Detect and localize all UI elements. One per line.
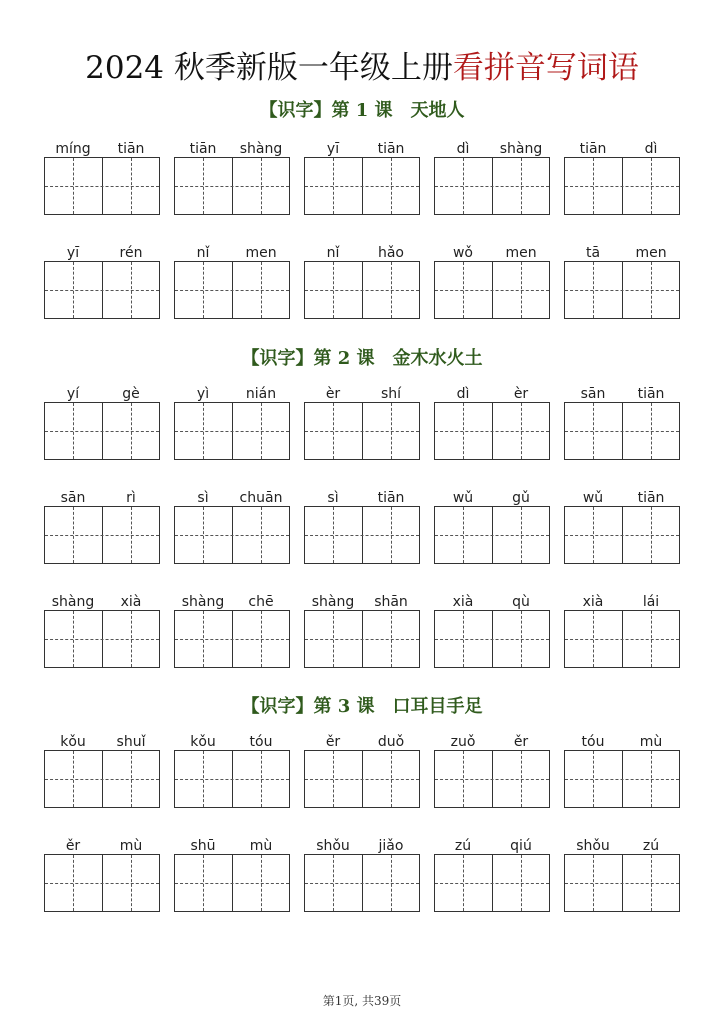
pinyin-label: dì — [456, 141, 470, 157]
word-item — [174, 489, 290, 507]
word-item — [304, 837, 420, 855]
pinyin-label: shū — [190, 838, 216, 854]
guide-line — [73, 507, 74, 563]
word-item — [304, 593, 420, 611]
word-item — [434, 837, 550, 855]
pinyin-label: jiǎo — [378, 838, 404, 854]
guide-line — [463, 751, 464, 807]
word-item — [174, 385, 290, 403]
guide-line — [305, 535, 419, 536]
guide-line — [593, 611, 594, 667]
pinyin-label: xià — [582, 594, 604, 610]
pinyin-pair — [44, 489, 160, 507]
guide-line — [131, 611, 132, 667]
guide-line — [565, 535, 679, 536]
guide-line — [261, 611, 262, 667]
pinyin-label: men — [635, 245, 667, 261]
pinyin-label: tiān — [117, 141, 145, 157]
guide-line — [73, 855, 74, 911]
pinyin-pair — [44, 593, 160, 611]
title-black: 2024 秋季新版一年级上册 — [85, 50, 453, 86]
guide-line — [593, 855, 594, 911]
tianzige-writing-box[interactable] — [304, 750, 420, 808]
pinyin-pair — [304, 489, 420, 507]
word-item — [44, 244, 160, 262]
guide-line — [305, 779, 419, 780]
word-row — [44, 140, 684, 220]
guide-line — [175, 535, 289, 536]
pinyin-pair — [434, 837, 550, 855]
guide-line — [261, 855, 262, 911]
guide-line — [333, 262, 334, 318]
guide-line — [261, 262, 262, 318]
pinyin-label: shǒu — [576, 838, 610, 854]
pinyin-pair — [564, 593, 680, 611]
pinyin-pair — [174, 244, 290, 262]
pinyin-label: èr — [325, 386, 341, 402]
word-item — [174, 733, 290, 751]
title-red: 看拼音写词语 — [452, 50, 639, 86]
tianzige-writing-box[interactable] — [434, 750, 550, 808]
pinyin-pair — [434, 244, 550, 262]
guide-line — [261, 751, 262, 807]
guide-line — [391, 158, 392, 214]
word-item — [434, 733, 550, 751]
pinyin-label: men — [245, 245, 277, 261]
guide-line — [333, 855, 334, 911]
guide-line — [305, 431, 419, 432]
word-item — [44, 733, 160, 751]
guide-line — [521, 262, 522, 318]
page-title — [0, 42, 724, 87]
word-item — [174, 244, 290, 262]
tianzige-writing-box[interactable] — [434, 157, 550, 215]
word-item — [564, 385, 680, 403]
pinyin-pair — [174, 593, 290, 611]
tianzige-writing-box[interactable] — [304, 854, 420, 912]
pinyin-pair — [434, 140, 550, 158]
word-item — [434, 244, 550, 262]
word-item — [434, 489, 550, 507]
guide-line — [521, 751, 522, 807]
guide-line — [45, 535, 159, 536]
pinyin-label: xià — [452, 594, 474, 610]
tianzige-writing-box[interactable] — [174, 750, 290, 808]
lesson-heading: 【识字】第 3 课 口耳目手足 — [241, 696, 483, 717]
pinyin-pair — [174, 837, 290, 855]
pinyin-label: shàng — [239, 141, 283, 157]
guide-line — [131, 262, 132, 318]
guide-line — [203, 751, 204, 807]
guide-line — [435, 431, 549, 432]
guide-line — [593, 158, 594, 214]
guide-line — [203, 611, 204, 667]
pinyin-pair — [564, 733, 680, 751]
guide-line — [391, 751, 392, 807]
word-item — [44, 837, 160, 855]
guide-line — [521, 855, 522, 911]
tianzige-writing-box[interactable] — [174, 610, 290, 668]
tianzige-writing-box[interactable] — [44, 157, 160, 215]
guide-line — [203, 855, 204, 911]
pinyin-label: tiān — [579, 141, 607, 157]
guide-line — [651, 262, 652, 318]
pinyin-label: sān — [60, 490, 86, 506]
word-row — [44, 489, 684, 569]
tianzige-writing-box[interactable] — [174, 402, 290, 460]
guide-line — [333, 507, 334, 563]
guide-line — [333, 611, 334, 667]
tianzige-writing-box[interactable] — [44, 506, 160, 564]
word-item — [434, 140, 550, 158]
pinyin-label: tóu — [249, 734, 273, 750]
pinyin-pair — [44, 733, 160, 751]
word-item — [44, 593, 160, 611]
guide-line — [45, 186, 159, 187]
word-item — [564, 837, 680, 855]
guide-line — [305, 290, 419, 291]
guide-line — [463, 403, 464, 459]
pinyin-label: shān — [374, 594, 408, 610]
word-item — [44, 140, 160, 158]
guide-line — [593, 507, 594, 563]
tianzige-writing-box[interactable] — [564, 402, 680, 460]
tianzige-writing-box[interactable] — [304, 157, 420, 215]
pinyin-label: kǒu — [60, 734, 86, 750]
pinyin-label: tiān — [637, 490, 665, 506]
tianzige-writing-box[interactable] — [564, 610, 680, 668]
tianzige-writing-box[interactable] — [44, 610, 160, 668]
guide-line — [565, 290, 679, 291]
pinyin-pair — [174, 385, 290, 403]
tianzige-writing-box[interactable] — [174, 506, 290, 564]
guide-line — [333, 403, 334, 459]
guide-line — [521, 507, 522, 563]
pinyin-label: shàng — [181, 594, 225, 610]
pinyin-label: míng — [55, 141, 91, 157]
guide-line — [305, 639, 419, 640]
word-item — [564, 733, 680, 751]
pinyin-label: qiú — [510, 838, 532, 854]
tianzige-writing-box[interactable] — [304, 610, 420, 668]
pinyin-pair — [304, 733, 420, 751]
guide-line — [593, 262, 594, 318]
pinyin-pair — [44, 837, 160, 855]
word-item — [44, 385, 160, 403]
pinyin-label: dì — [456, 386, 470, 402]
guide-line — [391, 262, 392, 318]
tianzige-writing-box[interactable] — [304, 506, 420, 564]
guide-line — [73, 262, 74, 318]
pinyin-label: mù — [119, 838, 143, 854]
guide-line — [463, 262, 464, 318]
pinyin-label: tiān — [189, 141, 217, 157]
word-item — [434, 385, 550, 403]
tianzige-writing-box[interactable] — [174, 157, 290, 215]
pinyin-pair — [174, 733, 290, 751]
pinyin-pair — [564, 140, 680, 158]
tianzige-writing-box[interactable] — [564, 506, 680, 564]
pinyin-label: tiān — [377, 490, 405, 506]
guide-line — [45, 779, 159, 780]
tianzige-writing-box[interactable] — [304, 402, 420, 460]
guide-line — [435, 290, 549, 291]
pinyin-label: sì — [327, 490, 339, 506]
word-row — [44, 244, 684, 324]
guide-line — [175, 639, 289, 640]
pinyin-label: gè — [122, 386, 140, 402]
pinyin-label: shàng — [499, 141, 543, 157]
tianzige-writing-box[interactable] — [44, 750, 160, 808]
guide-line — [333, 751, 334, 807]
word-item — [564, 593, 680, 611]
guide-line — [391, 611, 392, 667]
pinyin-pair — [304, 593, 420, 611]
guide-line — [565, 779, 679, 780]
pinyin-label: sì — [197, 490, 209, 506]
tianzige-writing-box[interactable] — [44, 402, 160, 460]
pinyin-pair — [564, 837, 680, 855]
word-item — [304, 140, 420, 158]
guide-line — [565, 883, 679, 884]
guide-line — [45, 639, 159, 640]
guide-line — [651, 507, 652, 563]
guide-line — [305, 186, 419, 187]
page-footer: 第1页, 共39页 — [322, 994, 402, 1008]
guide-line — [593, 751, 594, 807]
guide-line — [391, 507, 392, 563]
guide-line — [565, 431, 679, 432]
word-item — [304, 244, 420, 262]
pinyin-pair — [304, 837, 420, 855]
guide-line — [463, 855, 464, 911]
pinyin-label: mù — [639, 734, 663, 750]
word-item — [44, 489, 160, 507]
tianzige-writing-box[interactable] — [304, 261, 420, 319]
pinyin-pair — [44, 244, 160, 262]
pinyin-label: ěr — [65, 838, 81, 854]
word-item — [174, 140, 290, 158]
guide-line — [435, 639, 549, 640]
pinyin-label: wǔ — [452, 490, 474, 506]
pinyin-pair — [44, 140, 160, 158]
word-item — [174, 837, 290, 855]
guide-line — [521, 611, 522, 667]
pinyin-pair — [304, 244, 420, 262]
pinyin-label: chē — [248, 594, 274, 610]
word-item — [304, 733, 420, 751]
guide-line — [175, 290, 289, 291]
guide-line — [435, 779, 549, 780]
guide-line — [435, 535, 549, 536]
pinyin-label: tóu — [581, 734, 605, 750]
pinyin-pair — [44, 385, 160, 403]
guide-line — [73, 403, 74, 459]
tianzige-writing-box[interactable] — [434, 506, 550, 564]
guide-line — [305, 883, 419, 884]
lesson-heading: 【识字】第 1 课 天地人 — [259, 100, 465, 121]
guide-line — [73, 611, 74, 667]
guide-line — [175, 779, 289, 780]
guide-line — [73, 751, 74, 807]
word-item — [434, 593, 550, 611]
tianzige-writing-box[interactable] — [564, 261, 680, 319]
pinyin-label: shí — [380, 386, 402, 402]
pinyin-label: nǐ — [196, 245, 210, 261]
tianzige-writing-box[interactable] — [434, 261, 550, 319]
pinyin-label: wǔ — [582, 490, 604, 506]
guide-line — [333, 158, 334, 214]
pinyin-label: zú — [642, 838, 660, 854]
guide-line — [593, 403, 594, 459]
guide-line — [651, 855, 652, 911]
tianzige-writing-box[interactable] — [44, 854, 160, 912]
word-row — [44, 733, 684, 813]
guide-line — [131, 158, 132, 214]
pinyin-label: chuān — [239, 490, 283, 506]
pinyin-pair — [564, 244, 680, 262]
pinyin-label: zú — [454, 838, 472, 854]
tianzige-writing-box[interactable] — [564, 854, 680, 912]
pinyin-label: èr — [513, 386, 529, 402]
pinyin-label: sān — [580, 386, 606, 402]
guide-line — [565, 639, 679, 640]
word-row — [44, 593, 684, 673]
pinyin-label: mù — [249, 838, 273, 854]
pinyin-label: yī — [66, 245, 80, 261]
pinyin-label: ěr — [325, 734, 341, 750]
pinyin-label: yī — [326, 141, 340, 157]
guide-line — [45, 431, 159, 432]
lesson-heading: 【识字】第 2 课 金木水火土 — [241, 348, 483, 369]
tianzige-writing-box[interactable] — [434, 610, 550, 668]
pinyin-label: shàng — [51, 594, 95, 610]
pinyin-pair — [564, 489, 680, 507]
pinyin-label: tā — [585, 245, 601, 261]
guide-line — [565, 186, 679, 187]
pinyin-label: duǒ — [377, 734, 405, 750]
word-row — [44, 837, 684, 917]
guide-line — [521, 158, 522, 214]
pinyin-label: shuǐ — [116, 734, 146, 750]
pinyin-label: hǎo — [377, 245, 405, 261]
guide-line — [45, 883, 159, 884]
word-row — [44, 385, 684, 465]
pinyin-label: men — [505, 245, 537, 261]
pinyin-pair — [304, 385, 420, 403]
pinyin-label: nǐ — [326, 245, 340, 261]
pinyin-label: tiān — [377, 141, 405, 157]
guide-line — [435, 883, 549, 884]
word-item — [174, 593, 290, 611]
guide-line — [203, 403, 204, 459]
pinyin-pair — [434, 593, 550, 611]
pinyin-label: shǒu — [316, 838, 350, 854]
guide-line — [175, 883, 289, 884]
word-item — [564, 489, 680, 507]
pinyin-label: yí — [66, 386, 80, 402]
pinyin-label: ěr — [513, 734, 529, 750]
guide-line — [651, 158, 652, 214]
guide-line — [651, 611, 652, 667]
word-item — [304, 385, 420, 403]
pinyin-label: zuǒ — [450, 734, 476, 750]
pinyin-pair — [564, 385, 680, 403]
guide-line — [391, 403, 392, 459]
pinyin-pair — [304, 140, 420, 158]
guide-line — [131, 855, 132, 911]
guide-line — [463, 611, 464, 667]
guide-line — [45, 290, 159, 291]
pinyin-pair — [434, 385, 550, 403]
pinyin-label: gǔ — [512, 490, 530, 506]
guide-line — [131, 507, 132, 563]
guide-line — [261, 403, 262, 459]
guide-line — [73, 158, 74, 214]
tianzige-writing-box[interactable] — [434, 402, 550, 460]
pinyin-pair — [174, 140, 290, 158]
pinyin-label: tiān — [637, 386, 665, 402]
word-item — [304, 489, 420, 507]
guide-line — [203, 262, 204, 318]
guide-line — [651, 751, 652, 807]
guide-line — [261, 158, 262, 214]
tianzige-writing-box[interactable] — [564, 750, 680, 808]
guide-line — [131, 403, 132, 459]
pinyin-label: lái — [642, 594, 660, 610]
guide-line — [435, 186, 549, 187]
pinyin-label: qù — [512, 594, 530, 610]
pinyin-label: nián — [245, 386, 277, 402]
pinyin-label: xià — [120, 594, 142, 610]
word-item — [564, 244, 680, 262]
guide-line — [521, 403, 522, 459]
tianzige-writing-box[interactable] — [434, 854, 550, 912]
pinyin-pair — [434, 733, 550, 751]
pinyin-label: yì — [196, 386, 210, 402]
pinyin-label: dì — [644, 141, 658, 157]
guide-line — [175, 431, 289, 432]
pinyin-label: wǒ — [452, 245, 473, 261]
guide-line — [261, 507, 262, 563]
guide-line — [175, 186, 289, 187]
guide-line — [203, 507, 204, 563]
pinyin-pair — [434, 489, 550, 507]
word-item — [564, 140, 680, 158]
guide-line — [651, 403, 652, 459]
tianzige-writing-box[interactable] — [564, 157, 680, 215]
guide-line — [391, 855, 392, 911]
pinyin-label: rì — [126, 490, 136, 506]
pinyin-label: shàng — [311, 594, 355, 610]
guide-line — [463, 507, 464, 563]
guide-line — [131, 751, 132, 807]
tianzige-writing-box[interactable] — [174, 261, 290, 319]
pinyin-pair — [174, 489, 290, 507]
guide-line — [203, 158, 204, 214]
pinyin-label: rén — [119, 245, 143, 261]
tianzige-writing-box[interactable] — [174, 854, 290, 912]
pinyin-label: kǒu — [190, 734, 216, 750]
guide-line — [463, 158, 464, 214]
tianzige-writing-box[interactable] — [44, 261, 160, 319]
